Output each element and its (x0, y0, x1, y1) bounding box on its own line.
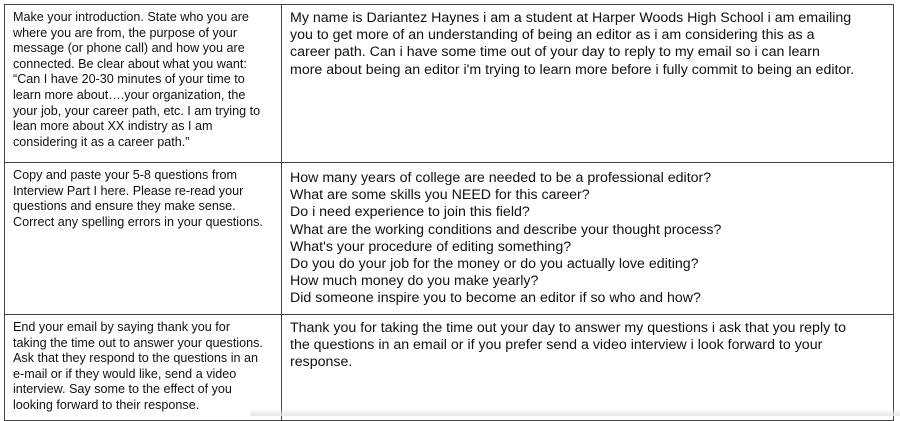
instruction-line: where you are from, the purpose of your (13, 25, 238, 40)
table-row-introduction (5, 5, 894, 163)
instruction-cell-questions (5, 163, 282, 315)
instruction-line: taking the time out to answer your questions. (13, 335, 263, 350)
question-line: Do i need experience to join this field? (290, 204, 530, 221)
instruction-line: questions and ensure they make sense. (13, 199, 236, 214)
table-row-closing (5, 315, 894, 421)
response-line: the questions in an email or if you prefer send a video interview i look forward to your (290, 337, 823, 354)
response-line: My name is Dariantez Haynes i am a student at Harper Woods High School i am emailing (290, 10, 852, 26)
response-line: more about being an editor i'm trying to learn more before i fully commit to being an editor. (290, 61, 855, 78)
response-cell-introduction[interactable] (282, 5, 894, 163)
instruction-line: interview. Say some to the effect of you (13, 382, 232, 397)
instruction-line: Ask that they respond to the questions in an (13, 351, 259, 366)
instruction-line: message (or phone call) and how you are (13, 41, 245, 56)
response-cell-closing[interactable] (282, 315, 894, 421)
page-bottom-shadow (250, 409, 900, 416)
instruction-line: “Can I have 20-30 minutes of your time to (13, 72, 245, 87)
question-line: What are the working conditions and describe your thought process? (290, 221, 722, 238)
question-line: How many years of college are needed to be a professional editor? (290, 170, 712, 186)
question-line: What are some skills you NEED for this career? (290, 187, 590, 204)
table-row-questions (5, 163, 894, 315)
instruction-line: Interview Part I here. Please re-read your (13, 183, 244, 198)
response-line: career path. Can i have some time out of your day to reply to my email so i can learn (290, 44, 820, 61)
instruction-line: looking forward to their response. (13, 397, 200, 412)
instruction-cell-closing (5, 315, 282, 421)
instruction-line: Make your introduction. State who you are (13, 10, 249, 24)
response-line: you to get more of an understanding of being an editor as i am considering this as a (290, 27, 815, 44)
response-line: response. (290, 354, 353, 371)
interview-email-table (4, 4, 894, 421)
instruction-line: learn more about….your organization, the (13, 87, 246, 102)
instruction-line: lean more about XX indistry as I am (13, 119, 213, 134)
question-line: Did someone inspire you to become an editor if so who and how? (290, 290, 701, 307)
question-line: How much money do you make yearly? (290, 273, 539, 290)
instruction-line: your job, your career path, etc. I am trying to (13, 103, 261, 118)
instruction-line: considering it as a career path.” (13, 134, 190, 149)
instruction-line: e-mail or if they would like, send a video (13, 366, 237, 381)
question-line: What's your procedure of editing something? (290, 238, 572, 255)
response-line: Thank you for taking the time out your day to answer my questions i ask that you reply to (290, 320, 846, 336)
instruction-line: Copy and paste your 5-8 questions from (13, 168, 238, 182)
question-line: Do you do your job for the money or do you actually love editing? (290, 256, 699, 273)
instruction-line: End your email by saying thank you for (13, 320, 231, 334)
response-cell-questions[interactable] (282, 163, 894, 315)
instruction-line: connected. Be clear about what you want: (13, 56, 247, 71)
instruction-line: Correct any spelling errors in your questions. (13, 214, 263, 229)
instruction-cell-introduction (5, 5, 282, 163)
